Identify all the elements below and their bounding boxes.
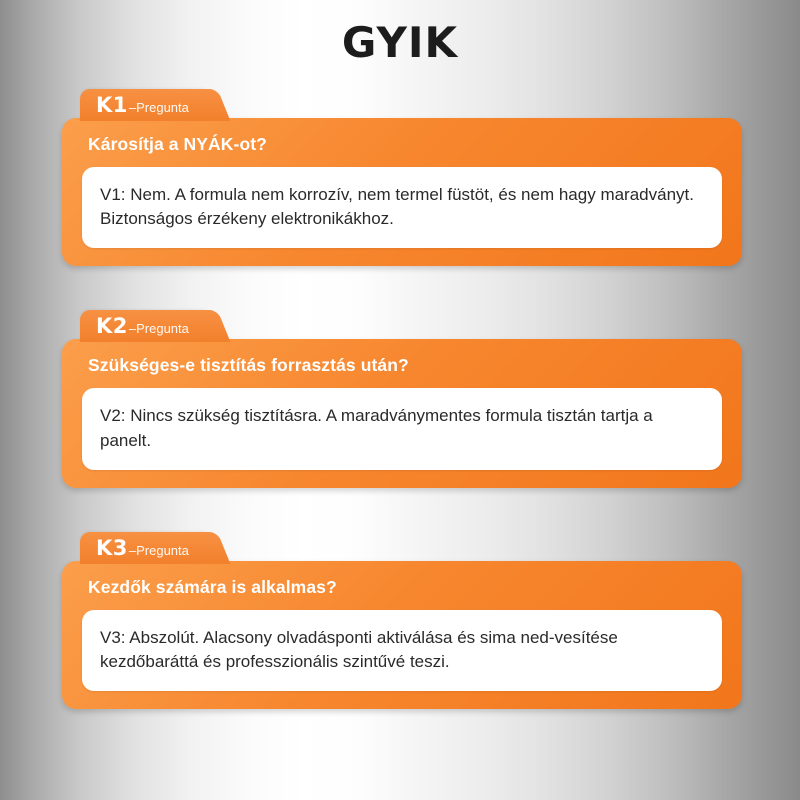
faq-card-body [62, 118, 742, 266]
faq-card-body [62, 339, 742, 487]
faq-item [62, 89, 738, 266]
faq-question: Szükséges-e tisztítás forrasztás után? [88, 355, 409, 376]
faq-item [62, 532, 738, 709]
faq-tab-label: –Pregunta [128, 542, 189, 558]
faq-tab-number: K3 [96, 535, 128, 560]
faq-item [62, 310, 738, 487]
faq-answer: V1: Nem. A formula nem korrozív, nem termel füstöt, és nem hagy maradványt. Biztonságos érzékeny elektronikákhoz. [82, 167, 722, 248]
faq-answer: V2: Nincs szükség tisztításra. A maradványmentes formula tisztán tartja a panelt. [82, 388, 722, 469]
faq-tab-number: K2 [96, 314, 128, 339]
faq-question: Kezdők számára is alkalmas? [88, 576, 337, 597]
faq-list [0, 89, 800, 709]
faq-tab [80, 310, 211, 342]
faq-tab-label: –Pregunta [128, 321, 189, 337]
faq-question: Károsítja a NYÁK-ot? [88, 134, 267, 155]
faq-card-body [62, 561, 742, 709]
faq-tab-label: –Pregunta [128, 100, 189, 115]
page-title: GYIK [341, 18, 459, 67]
faq-tab [80, 89, 211, 121]
faq-answer: V3: Abszolút. Alacsony olvadásponti aktiválása és sima ned-vesítése kezdőbaráttá és professzionális szintűvé teszi. [82, 610, 722, 691]
faq-tab-number: K1 [96, 93, 128, 117]
faq-tab [80, 532, 211, 564]
